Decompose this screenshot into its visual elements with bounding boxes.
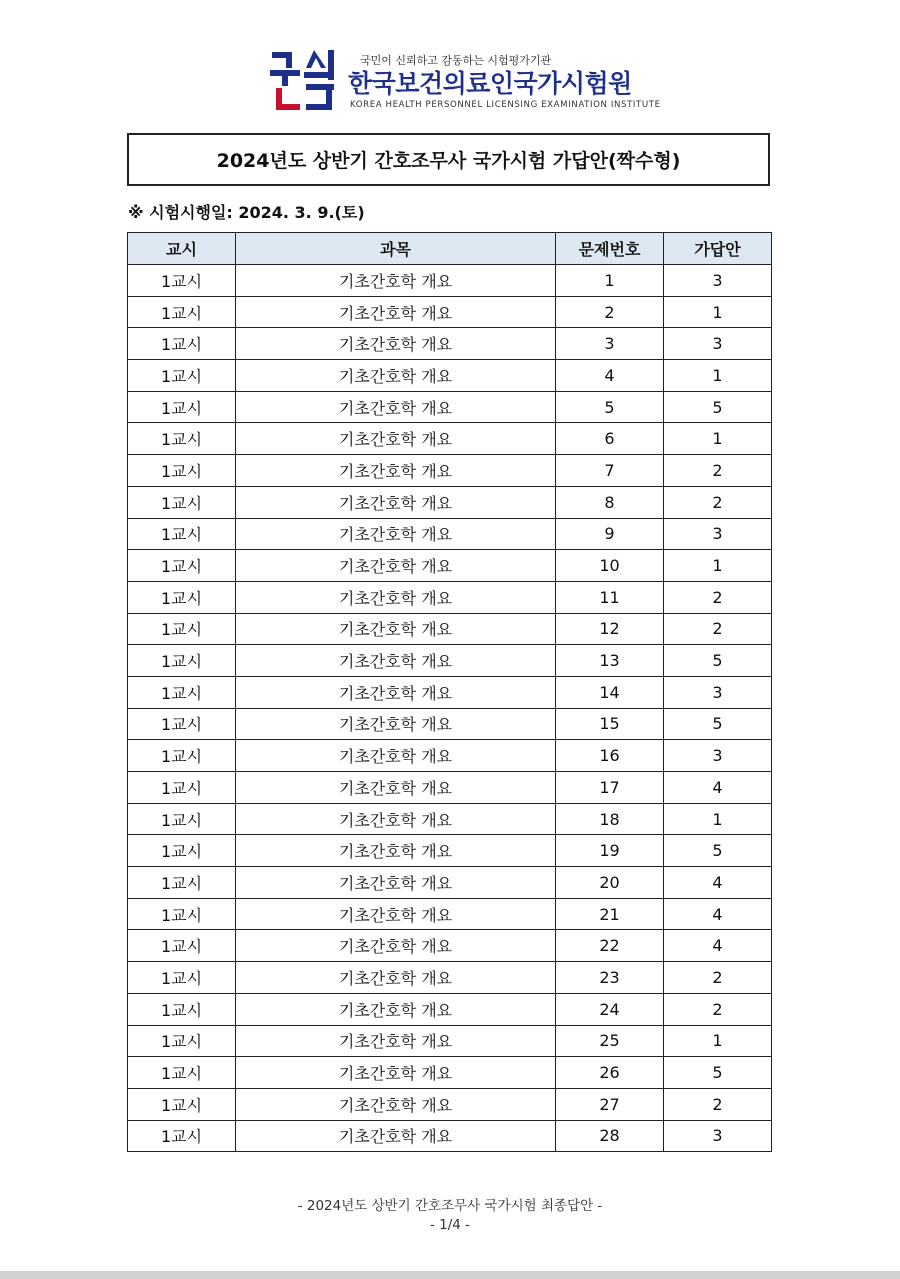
cell-subject: 기초간호학 개요 [236, 328, 556, 360]
cell-period: 1교시 [128, 772, 236, 804]
cell-answer: 3 [664, 740, 772, 772]
cell-subject: 기초간호학 개요 [236, 740, 556, 772]
cell-subject: 기초간호학 개요 [236, 296, 556, 328]
cell-question-number: 7 [556, 455, 664, 487]
cell-period: 1교시 [128, 930, 236, 962]
table-row [128, 1057, 772, 1089]
cell-answer: 2 [664, 581, 772, 613]
cell-subject: 기초간호학 개요 [236, 1088, 556, 1120]
cell-answer: 1 [664, 423, 772, 455]
cell-subject: 기초간호학 개요 [236, 423, 556, 455]
cell-answer: 3 [664, 328, 772, 360]
cell-answer: 4 [664, 772, 772, 804]
table-row [128, 1025, 772, 1057]
cell-question-number: 6 [556, 423, 664, 455]
cell-answer: 5 [664, 1057, 772, 1089]
table-row [128, 360, 772, 392]
table-row [128, 265, 772, 297]
cell-question-number: 16 [556, 740, 664, 772]
column-header-period: 교시 [128, 233, 236, 265]
cell-period: 1교시 [128, 486, 236, 518]
institute-logo [270, 48, 661, 116]
page-number: - 1/4 - [429, 1217, 471, 1233]
cell-subject: 기초간호학 개요 [236, 803, 556, 835]
table-row [128, 676, 772, 708]
table-row [128, 1088, 772, 1120]
cell-answer: 4 [664, 898, 772, 930]
organization-name-korean: 한국보건의료인국가시험원 [348, 69, 632, 98]
cell-period: 1교시 [128, 1025, 236, 1057]
cell-period: 1교시 [128, 423, 236, 455]
cell-period: 1교시 [128, 328, 236, 360]
cell-answer: 1 [664, 550, 772, 582]
cell-subject: 기초간호학 개요 [236, 708, 556, 740]
cell-subject: 기초간호학 개요 [236, 455, 556, 487]
table-row [128, 993, 772, 1025]
table-row [128, 581, 772, 613]
cell-question-number: 28 [556, 1120, 664, 1152]
cell-question-number: 24 [556, 993, 664, 1025]
cell-question-number: 17 [556, 772, 664, 804]
table-row [128, 898, 772, 930]
cell-question-number: 18 [556, 803, 664, 835]
cell-answer: 3 [664, 676, 772, 708]
cell-answer: 2 [664, 993, 772, 1025]
cell-answer: 2 [664, 962, 772, 994]
cell-answer: 4 [664, 930, 772, 962]
cell-answer: 5 [664, 835, 772, 867]
cell-subject: 기초간호학 개요 [236, 930, 556, 962]
cell-period: 1교시 [128, 360, 236, 392]
cell-answer: 2 [664, 613, 772, 645]
table-row [128, 613, 772, 645]
table-row [128, 962, 772, 994]
cell-subject: 기초간호학 개요 [236, 581, 556, 613]
cell-period: 1교시 [128, 993, 236, 1025]
cell-subject: 기초간호학 개요 [236, 962, 556, 994]
cell-period: 1교시 [128, 518, 236, 550]
cell-question-number: 1 [556, 265, 664, 297]
cell-answer: 1 [664, 803, 772, 835]
cell-period: 1교시 [128, 740, 236, 772]
organization-name-english: KOREA HEALTH PERSONNEL LICENSING EXAMINATION INSTITUTE [350, 100, 661, 110]
cell-answer: 4 [664, 867, 772, 899]
cell-answer: 5 [664, 645, 772, 677]
cell-question-number: 13 [556, 645, 664, 677]
table-header-row [128, 233, 772, 265]
bottom-divider [0, 1271, 900, 1279]
logo-tagline: 국민이 신뢰하고 감동하는 시험평가기관 [360, 54, 552, 67]
column-header-question-number: 문제번호 [556, 233, 664, 265]
cell-question-number: 14 [556, 676, 664, 708]
cell-question-number: 26 [556, 1057, 664, 1089]
cell-question-number: 21 [556, 898, 664, 930]
cell-period: 1교시 [128, 581, 236, 613]
cell-subject: 기초간호학 개요 [236, 391, 556, 423]
cell-answer: 3 [664, 1120, 772, 1152]
cell-question-number: 10 [556, 550, 664, 582]
cell-period: 1교시 [128, 867, 236, 899]
cell-answer: 3 [664, 518, 772, 550]
cell-question-number: 20 [556, 867, 664, 899]
cell-question-number: 2 [556, 296, 664, 328]
table-row [128, 518, 772, 550]
table-row [128, 867, 772, 899]
cell-answer: 2 [664, 486, 772, 518]
cell-answer: 2 [664, 1088, 772, 1120]
cell-answer: 5 [664, 391, 772, 423]
cell-question-number: 27 [556, 1088, 664, 1120]
table-row [128, 772, 772, 804]
cell-period: 1교시 [128, 803, 236, 835]
cell-period: 1교시 [128, 1088, 236, 1120]
cell-answer: 2 [664, 455, 772, 487]
cell-question-number: 23 [556, 962, 664, 994]
cell-question-number: 22 [556, 930, 664, 962]
column-header-subject: 과목 [236, 233, 556, 265]
cell-period: 1교시 [128, 898, 236, 930]
cell-subject: 기초간호학 개요 [236, 867, 556, 899]
cell-subject: 기초간호학 개요 [236, 613, 556, 645]
cell-question-number: 8 [556, 486, 664, 518]
cell-period: 1교시 [128, 835, 236, 867]
document-title [127, 133, 770, 186]
cell-question-number: 11 [556, 581, 664, 613]
cell-period: 1교시 [128, 550, 236, 582]
cell-subject: 기초간호학 개요 [236, 645, 556, 677]
cell-subject: 기초간호학 개요 [236, 1025, 556, 1057]
cell-subject: 기초간호학 개요 [236, 550, 556, 582]
cell-subject: 기초간호학 개요 [236, 1120, 556, 1152]
table-row [128, 486, 772, 518]
cell-period: 1교시 [128, 645, 236, 677]
cell-question-number: 5 [556, 391, 664, 423]
cell-period: 1교시 [128, 962, 236, 994]
cell-question-number: 19 [556, 835, 664, 867]
cell-subject: 기초간호학 개요 [236, 772, 556, 804]
cell-subject: 기초간호학 개요 [236, 360, 556, 392]
cell-answer: 1 [664, 1025, 772, 1057]
cell-subject: 기초간호학 개요 [236, 518, 556, 550]
cell-period: 1교시 [128, 265, 236, 297]
document-title-text: 2024년도 상반기 간호조무사 국가시험 가답안(짝수형) [216, 150, 681, 172]
table-row [128, 645, 772, 677]
exam-date: ※ 시험시행일: 2024. 3. 9.(토) [128, 203, 365, 222]
answer-table-body [128, 265, 772, 1152]
cell-question-number: 12 [556, 613, 664, 645]
cell-question-number: 25 [556, 1025, 664, 1057]
cell-period: 1교시 [128, 455, 236, 487]
cell-answer: 3 [664, 265, 772, 297]
cell-period: 1교시 [128, 1120, 236, 1152]
footer-title: - 2024년도 상반기 간호조무사 국가시험 최종답안 - [297, 1198, 603, 1214]
cell-question-number: 3 [556, 328, 664, 360]
cell-subject: 기초간호학 개요 [236, 1057, 556, 1089]
table-row [128, 708, 772, 740]
cell-subject: 기초간호학 개요 [236, 486, 556, 518]
cell-subject: 기초간호학 개요 [236, 993, 556, 1025]
cell-question-number: 4 [556, 360, 664, 392]
cell-period: 1교시 [128, 1057, 236, 1089]
table-row [128, 930, 772, 962]
cell-subject: 기초간호학 개요 [236, 835, 556, 867]
table-row [128, 423, 772, 455]
cell-question-number: 9 [556, 518, 664, 550]
table-row [128, 803, 772, 835]
cell-period: 1교시 [128, 708, 236, 740]
table-row [128, 328, 772, 360]
logo-mark-icon [270, 48, 336, 114]
table-row [128, 835, 772, 867]
answer-table [127, 232, 772, 1152]
table-row [128, 1120, 772, 1152]
cell-subject: 기초간호학 개요 [236, 898, 556, 930]
cell-answer: 1 [664, 360, 772, 392]
cell-period: 1교시 [128, 296, 236, 328]
cell-question-number: 15 [556, 708, 664, 740]
table-row [128, 550, 772, 582]
cell-period: 1교시 [128, 391, 236, 423]
table-row [128, 455, 772, 487]
cell-subject: 기초간호학 개요 [236, 676, 556, 708]
cell-answer: 5 [664, 708, 772, 740]
cell-subject: 기초간호학 개요 [236, 265, 556, 297]
table-row [128, 296, 772, 328]
cell-answer: 1 [664, 296, 772, 328]
cell-period: 1교시 [128, 676, 236, 708]
table-row [128, 740, 772, 772]
column-header-answer: 가답안 [664, 233, 772, 265]
table-row [128, 391, 772, 423]
cell-period: 1교시 [128, 613, 236, 645]
